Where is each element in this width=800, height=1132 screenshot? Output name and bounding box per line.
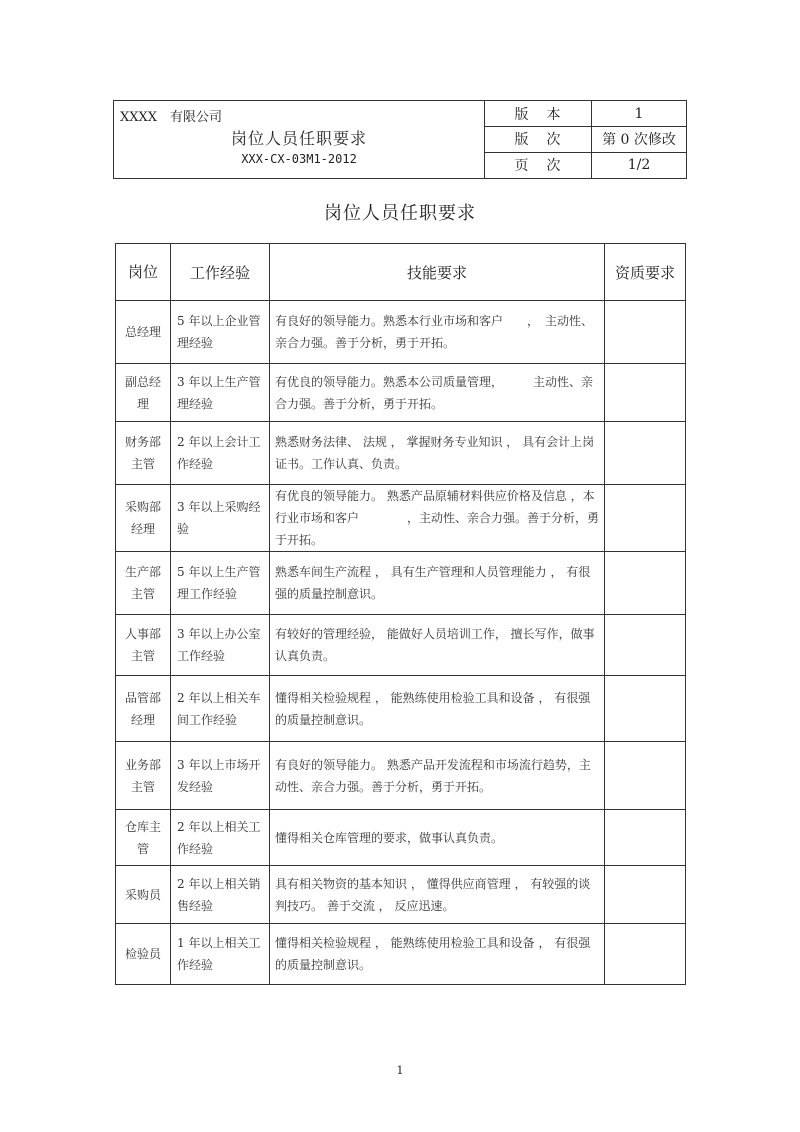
position-cell: 人事部主管 — [116, 615, 171, 676]
position-cell: 采购员 — [116, 866, 171, 924]
header-title-area — [114, 101, 485, 178]
table-row — [116, 810, 686, 866]
qualification-cell — [605, 810, 686, 866]
position-cell: 总经理 — [116, 301, 171, 364]
skills-cell: 有良好的领导能力。 熟悉产品开发流程和市场流行趋势，主动性、亲合力强。善于分析，勇于开拓。 — [270, 742, 605, 810]
qualification-cell — [605, 742, 686, 810]
experience-cell: 2 年以上相关销售经验 — [171, 866, 270, 924]
header-row-page — [484, 152, 686, 178]
header-title: 岗位人员任职要求 — [230, 129, 367, 148]
experience-cell: 5 年以上生产管理工作经验 — [171, 552, 270, 615]
skills-cell: 熟悉财务法律、 法规 ， 掌握财务专业知识 ， 具有会计上岗证书。工作认真、负责。 — [270, 422, 605, 485]
experience-cell: 3 年以上生产管理经验 — [171, 364, 270, 422]
position-cell: 生产部主管 — [116, 552, 171, 615]
table-row — [116, 615, 686, 676]
qualification-cell — [605, 301, 686, 364]
header-info-grid — [484, 101, 686, 178]
experience-cell: 3 年以上采购经验 — [171, 485, 270, 552]
column-header-experience: 工作经验 — [171, 244, 270, 301]
experience-cell: 3 年以上办公室工作经验 — [171, 615, 270, 676]
experience-cell: 1 年以上相关工作经验 — [171, 924, 270, 985]
document-header — [113, 100, 687, 179]
header-label: 版次 — [484, 126, 592, 152]
qualification-cell — [605, 552, 686, 615]
table-row — [116, 924, 686, 985]
position-cell: 业务部主管 — [116, 742, 171, 810]
position-cell: 品管部经理 — [116, 676, 171, 742]
experience-cell: 2 年以上会计工作经验 — [171, 422, 270, 485]
header-row-version — [484, 101, 686, 127]
table-row — [116, 364, 686, 422]
header-label: 页次 — [484, 152, 592, 178]
experience-cell: 5 年以上企业管理经验 — [171, 301, 270, 364]
experience-cell: 2 年以上相关车间工作经验 — [171, 676, 270, 742]
skills-cell: 懂得相关检验规程 ， 能熟练使用检验工具和设备 ， 有很强的质量控制意识。 — [270, 924, 605, 985]
table-row — [116, 552, 686, 615]
qualification-cell — [605, 422, 686, 485]
header-value: 1 — [634, 105, 644, 122]
table-row — [116, 485, 686, 552]
table-row — [116, 866, 686, 924]
column-header-qualification: 资质要求 — [605, 244, 686, 301]
qualification-cell — [605, 866, 686, 924]
position-cell: 采购部经理 — [116, 485, 171, 552]
table-header-row — [116, 244, 686, 301]
skills-cell: 懂得相关仓库管理的要求，做事认真负责。 — [270, 810, 605, 866]
page-title: 岗位人员任职要求 — [324, 203, 476, 224]
column-header-skills: 技能要求 — [270, 244, 605, 301]
qualification-cell — [605, 364, 686, 422]
table-row — [116, 676, 686, 742]
column-header-position: 岗位 — [116, 244, 171, 301]
qualification-cell — [605, 924, 686, 985]
skills-cell: 熟悉车间生产流程 ， 具有生产管理和人员管理能力 ， 有很强的质量控制意识。 — [270, 552, 605, 615]
qualification-cell — [605, 676, 686, 742]
skills-cell: 有良好的领导能力。熟悉本行业市场和客户 ， 主动性、亲合力强。善于分析，勇于开拓。 — [270, 301, 605, 364]
company-name: XXXX 有限公司 — [120, 110, 223, 125]
skills-cell: 有优良的领导能力。熟悉本公司质量管理， 主动性、亲合力强。善于分析，勇于开拓。 — [270, 364, 605, 422]
table-row — [116, 742, 686, 810]
table-row — [116, 301, 686, 364]
skills-cell: 有较好的管理经验， 能做好人员培训工作， 擅长写作，做事认真负责。 — [270, 615, 605, 676]
requirements-table — [115, 243, 686, 985]
skills-cell: 懂得相关检验规程 ， 能熟练使用检验工具和设备 ， 有很强的质量控制意识。 — [270, 676, 605, 742]
qualification-cell — [605, 485, 686, 552]
header-value: 1/2 — [627, 157, 651, 173]
qualification-cell — [605, 615, 686, 676]
position-cell: 副总经理 — [116, 364, 171, 422]
experience-cell: 3 年以上市场开发经验 — [171, 742, 270, 810]
table-row — [116, 422, 686, 485]
experience-cell: 2 年以上相关工作经验 — [171, 810, 270, 866]
header-row-revision — [484, 126, 686, 153]
document-code: XXX-CX-03M1-2012 — [241, 152, 357, 166]
skills-cell: 具有相关物资的基本知识 ， 懂得供应商管理 ， 有较强的谈判技巧。 善于交流 ， 反应迅速。 — [270, 866, 605, 924]
header-label: 版本 — [484, 101, 592, 126]
page-number: 1 — [396, 1064, 404, 1077]
position-cell: 财务部主管 — [116, 422, 171, 485]
position-cell: 检验员 — [116, 924, 171, 985]
skills-cell: 有优良的领导能力。 熟悉产品原辅材料供应价格及信息 ，本行业市场和客户 ，主动性、亲合力强。善于分析，勇于开拓。 — [270, 485, 605, 552]
header-value: 第 0 次修改 — [602, 132, 676, 148]
position-cell: 仓库主管 — [116, 810, 171, 866]
